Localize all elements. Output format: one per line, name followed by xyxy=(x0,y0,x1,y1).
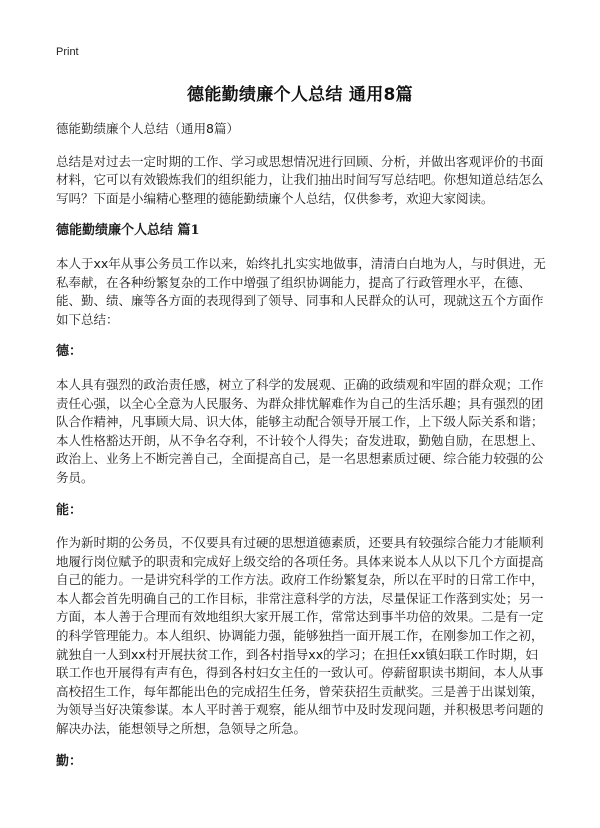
section-heading-1: 德能勤绩廉个人总结 篇1 xyxy=(56,223,200,239)
intro-paragraph: 总结是对过去一定时期的工作、学习或思想情况进行回顾、分析，并做出客观评价的书面材料，它可以有效锻炼我们的组织能力，让我们抽出时间写写总结吧。你想知道总结怎么写吗？下面是小编精心整理的德能勤绩廉个人总结，仅供参考，欢迎大家阅读。 xyxy=(56,153,544,206)
section-heading-neng: 能： xyxy=(56,502,83,518)
section-heading-de: 德： xyxy=(56,344,83,360)
print-link[interactable]: Print xyxy=(56,46,79,58)
document-subtitle: 德能勤绩廉个人总结（通用8篇） xyxy=(56,121,239,136)
neng-paragraph: 作为新时期的公务员，不仅要具有过硬的思想道德素质，还要具有较强综合能力才能顺利地履行岗位赋予的职责和完成好上级交给的各项任务。具体来说本人从以下几个方面提高自己的能力。一是讲究科学的工作方法。政府工作纷繁复杂，所以在平时的日常工作中，本人都会首先明确自己的工作目标，非常注意科学的方法，尽量保证工作落到实处；另一方面，本人善于合理而有效地组织大家开展工作，常常达到事半功倍的效果。二是有一定的科学管理能力。本人组织、协调能力强，能够独挡一面开展工作，在刚参加工作之初，就独自一人到xx村开展扶贫工作，到各村指导xx的学习；在担任xx镇妇联工作时期，妇联工作也开展得有声有色，得到各村妇女主任的一致认可。停薪留职读书期间，本人从事高校招生工作，每年都能出色的完成招生任务，曾荣获招生贡献奖。三是善于出谋划策，为领导当好决策参谋。本人平时善于观察，能从细节中及时发现问题，并积极思考问题的解决办法，能想领导之所想，急领导之所急。 xyxy=(56,535,544,737)
de-paragraph: 本人具有强烈的政治责任感，树立了科学的发展观、正确的政绩观和牢固的群众观；工作责任心强，以全心全意为人民服务、为群众排忧解难作为自己的生活乐趣；具有强烈的团队合作精神，凡事顾大局、识大体，能够主动配合领导开展工作，上下级人际关系和谐；本人性格豁达开朗，从不争名夺利，不计较个人得失；奋发进取，勤勉自励，在思想上、政治上、业务上不断完善自己，全面提高自己，是一名思想素质过硬、综合能力较强的公务员。 xyxy=(56,376,544,485)
section-1-paragraph: 本人于xx年从事公务员工作以来，始终扎扎实实地做事，清清白白地为人，与时俱进，无私奉献，在各种纷繁复杂的工作中增强了组织协调能力，提高了行政管理水平，在德、能、勤、绩、廉等各方面的表现得到了领导、同事和人民群众的认可，现就这五个方面作如下总结： xyxy=(56,255,546,327)
document-body xyxy=(56,120,548,785)
section-heading-qin: 勤： xyxy=(56,753,83,769)
page-title: 德能勤绩廉个人总结 通用8篇 xyxy=(187,85,413,105)
